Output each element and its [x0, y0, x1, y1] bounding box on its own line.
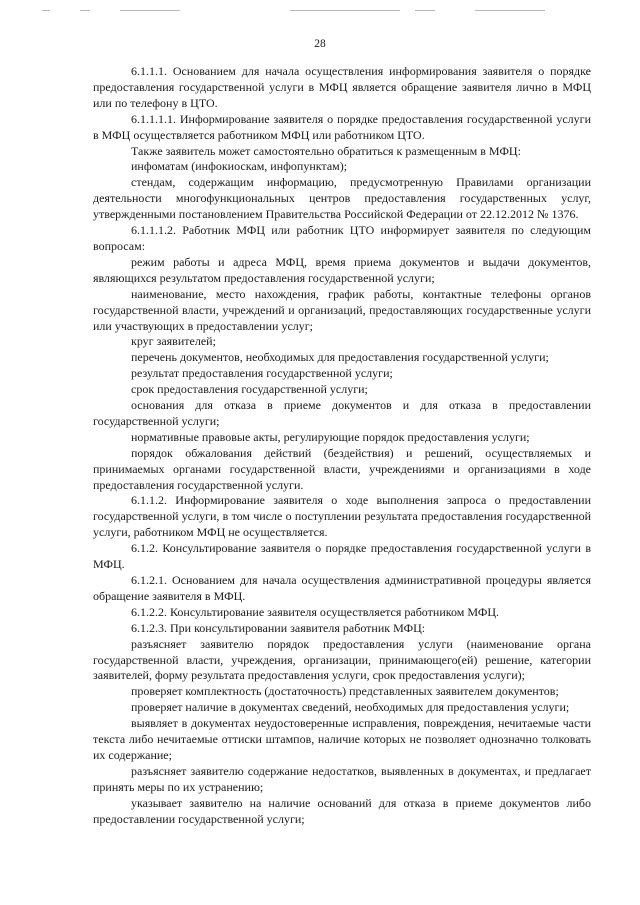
paragraph: круг заявителей;: [131, 334, 216, 349]
document-body: [93, 64, 591, 828]
paragraph: проверяет наличие в документах сведений, необходимых для предоставления услуги;: [131, 700, 570, 715]
paragraph: инфоматам (инфокиоскам, инфопунктам);: [131, 159, 348, 174]
paragraph: разъясняет заявителю порядок предоставления услуги (наименование органа государственной власти, учреждения, организации, принимающего(ей) решение, категории заявителей, форму результата предоставления услуги, срок предоставления услуги);: [93, 636, 591, 683]
paragraph: срок предоставления государственной услуги;: [131, 382, 368, 397]
paragraph: 6.1.1.1. Основанием для начала осуществления информирования заявителя о порядке предоставления государственной услуги в МФЦ является обращение заявителя лично в МФЦ или по телефону в ЦТО.: [93, 64, 591, 110]
paragraph: 6.1.2. Консультирование заявителя о порядке предоставления государственной услуги в МФЦ.: [93, 541, 591, 572]
paragraph: 6.1.1.1.2. Работник МФЦ или работник ЦТО информирует заявителя по следующим вопросам:: [93, 223, 591, 253]
paragraph: указывает заявителю на наличие оснований для отказа в приеме документов либо предоставлении государственной услуги;: [93, 795, 591, 826]
page-number: 28: [314, 38, 326, 50]
paragraph: стендам, содержащим информацию, предусмотренную Правилами организации деятельности многофункциональных центров предоставления государственных услуг, утвержденными постановлением Правительства Российской Федерации от 22.12.2012 № 1376.: [93, 175, 591, 222]
paragraph: 6.1.2.2. Консультирование заявителя осуществляется работником МФЦ.: [131, 604, 499, 619]
paragraph: 6.1.2.1. Основанием для начала осуществления административной процедуры является обращение заявителя в МФЦ.: [93, 573, 591, 603]
paragraph: 6.1.2.3. При консультировании заявителя работник МФЦ:: [131, 620, 426, 635]
paragraph: режим работы и адреса МФЦ, время приема документов и выдачи документов, являющихся результатом предоставления государственной услуги;: [93, 254, 591, 285]
paragraph: 6.1.1.1.1. Информирование заявителя о порядке предоставления государственной услуги в МФЦ осуществляется работником МФЦ или работником ЦТО.: [93, 111, 591, 142]
paragraph: 6.1.1.2. Информирование заявителя о ходе выполнения запроса о предоставлении государственной услуги, в том числе о поступлении результата предоставления государственной услуги, работником МФЦ не осуществляется.: [93, 493, 591, 540]
paragraph: порядок обжалования действий (бездействия) и решений, осуществляемых и принимаемых органами государственной власти, учреждениями и организациями в ходе предоставления государственной услуги.: [93, 445, 591, 492]
paragraph: основания для отказа в приеме документов и для отказа в предоставлении государственной услуги;: [93, 398, 591, 428]
paragraph: Также заявитель может самостоятельно обратиться к размещенным в МФЦ:: [131, 143, 521, 158]
paragraph: результат предоставления государственной услуги;: [131, 366, 393, 381]
paragraph: нормативные правовые акты, регулирующие порядок предоставления услуги;: [131, 429, 530, 444]
scan-artifact-line: [20, 10, 620, 14]
paragraph: проверяет комплектность (достаточность) представленных заявителем документов;: [131, 684, 559, 699]
paragraph: перечень документов, необходимых для предоставления государственной услуги;: [131, 350, 549, 365]
paragraph: разъясняет заявителю содержание недостатков, выявленных в документах, и предлагает принять меры по их устранению;: [93, 763, 591, 794]
paragraph: выявляет в документах неудостоверенные исправления, повреждения, нечитаемые части текста либо нечитаемые оттиски штампов, наличие которых не позволяет однозначно толковать их содержание;: [93, 716, 591, 762]
paragraph: наименование, место нахождения, график работы, контактные телефоны органов государственной власти, учреждений и организаций, предоставляющих государственные услуги или участвующих в предоставлении услуг;: [93, 286, 591, 333]
